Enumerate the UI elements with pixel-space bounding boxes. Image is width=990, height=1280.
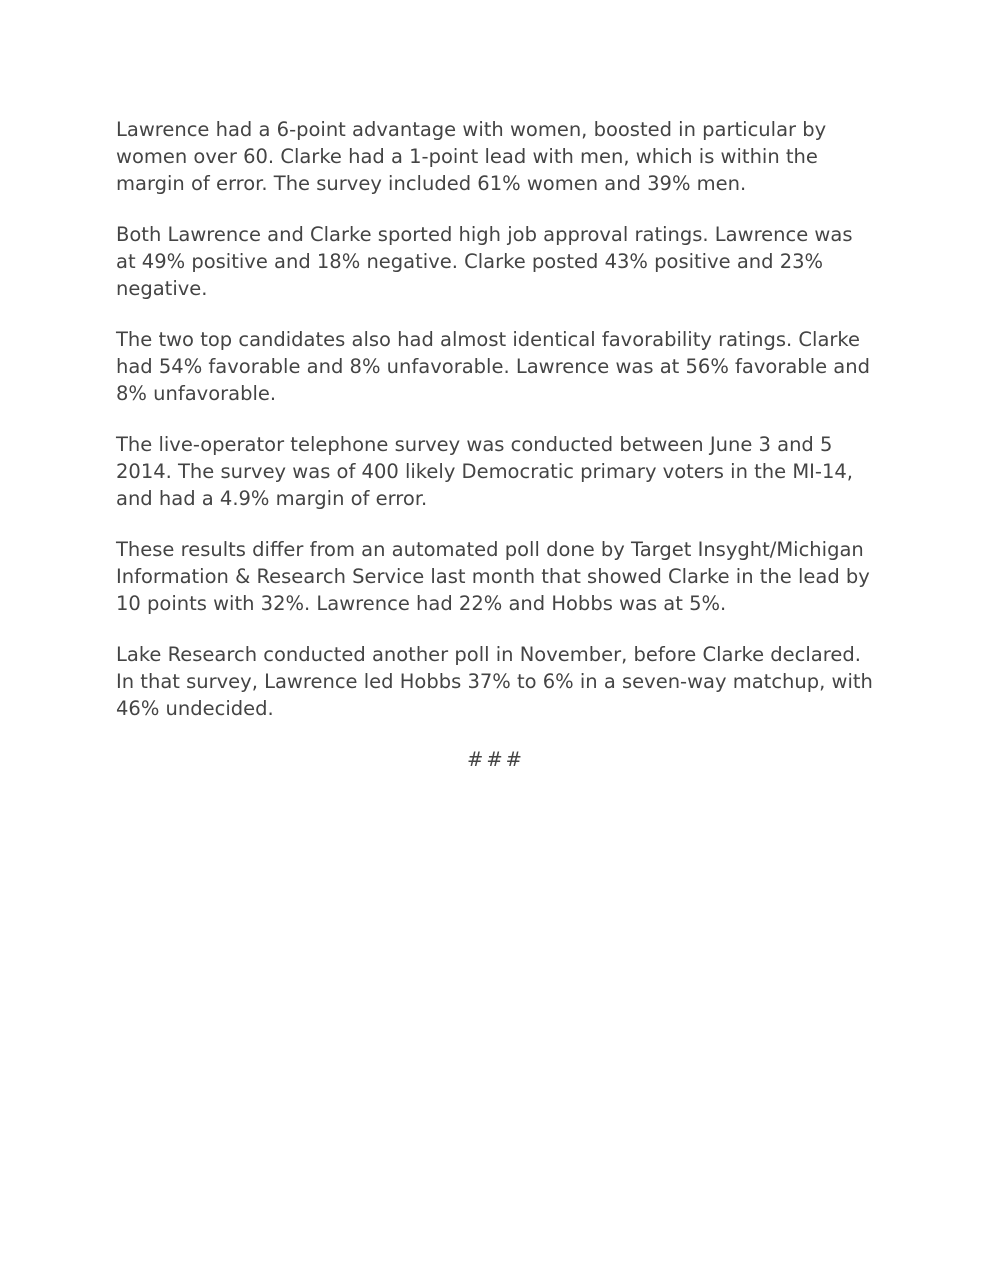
paragraph-job-approval: Both Lawrence and Clarke sported high job approval ratings. Lawrence was at 49% positive and 18% negative. Clarke posted 43% positive and 23% negative. [116, 223, 853, 300]
paragraph-november-poll: Lake Research conducted another poll in November, before Clarke declared. In that survey, Lawrence led Hobbs 37% to 6% in a seven-way matchup, with 46% undecided. [116, 643, 873, 720]
paragraph-methodology: The live-operator telephone survey was conducted between June 3 and 5 2014. The survey was of 400 likely Democratic primary voters in the MI-14, and had a 4.9% margin of error. [116, 433, 853, 510]
document-body [116, 116, 876, 773]
paragraph-favorability: The two top candidates also had almost identical favorability ratings. Clarke had 54% favorable and 8% unfavorable. Lawrence was at 56% favorable and 8% unfavorable. [116, 328, 870, 405]
paragraph-gender-advantage: Lawrence had a 6-point advantage with women, boosted in particular by women over 60. Clarke had a 1-point lead with men, which is within the margin of error. The survey included 61% women and 39% men. [116, 118, 827, 195]
paragraph-comparison-poll: These results differ from an automated poll done by Target Insyght/Michigan Information & Research Service last month that showed Clarke in the lead by 10 points with 32%. Lawrence had 22% and Hobbs was at 5%. [116, 538, 870, 615]
end-mark: ### [466, 748, 526, 771]
